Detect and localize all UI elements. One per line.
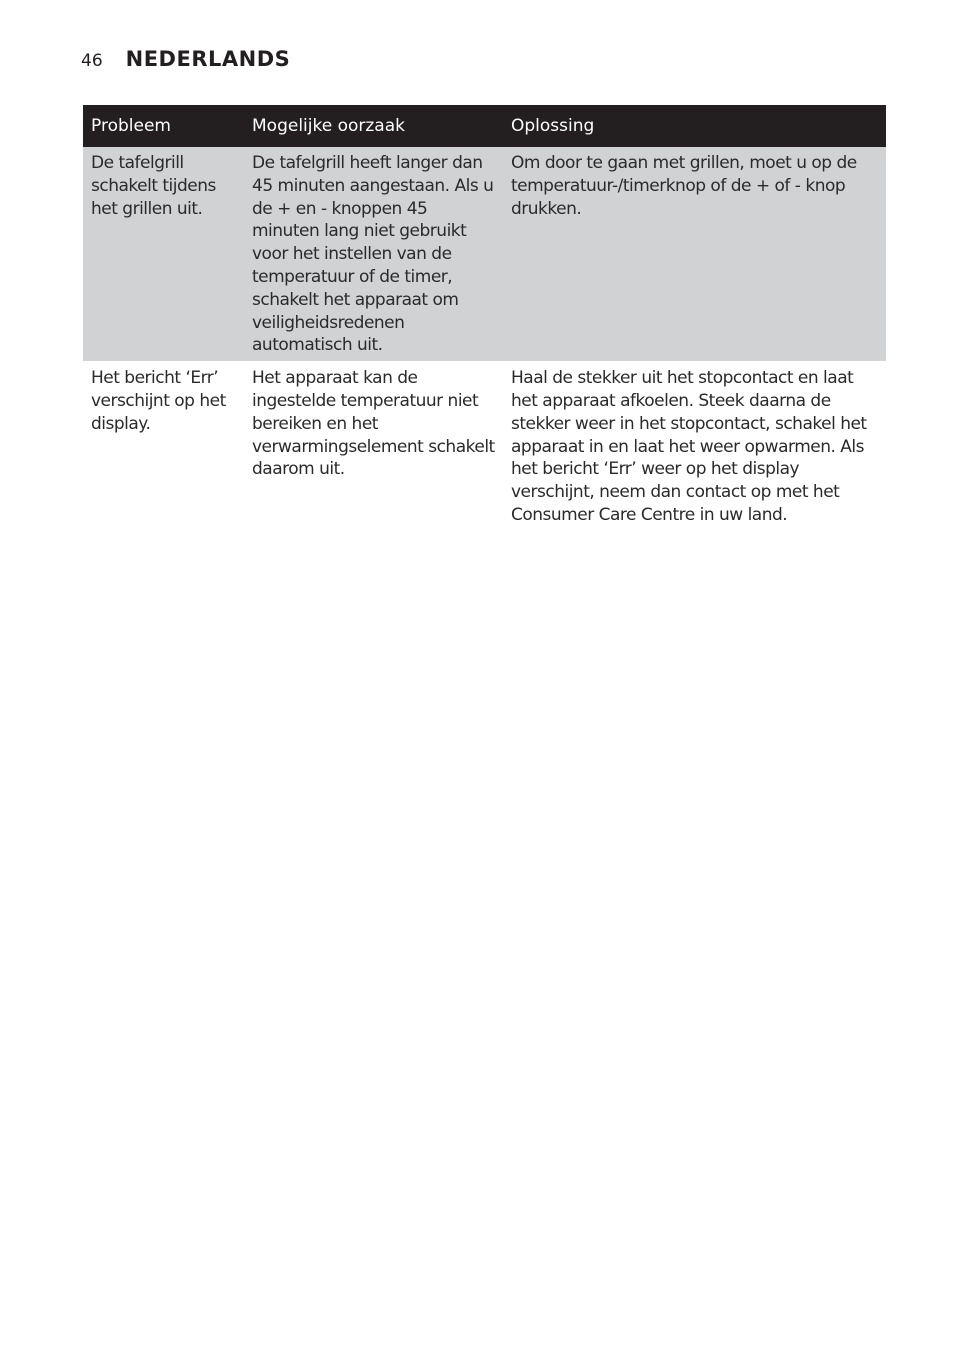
table-header-row [83, 105, 886, 147]
troubleshooting-table [83, 105, 886, 531]
page-number: 46 [81, 51, 103, 71]
table-row [83, 147, 886, 361]
problem-cell: Het bericht ‘Err’ verschijnt op het display. [83, 361, 244, 531]
table-row [83, 361, 886, 531]
solution-cell: Haal de stekker uit het stopcontact en laat het apparaat afkoelen. Steek daarna de stekker weer in het stopcontact, schakel het apparaat in en laat het weer opwarmen. Als het bericht ‘Err’ weer op het display verschijnt, neem dan contact op met het Consumer Care Centre in uw land. [503, 361, 886, 531]
solution-cell: Om door te gaan met grillen, moet u op de temperatuur-/timerknop of de + of - knop drukken. [503, 147, 886, 361]
page-header [81, 47, 290, 71]
problem-cell: De tafelgrill schakelt tijdens het grillen uit. [83, 147, 244, 361]
cause-cell: De tafelgrill heeft langer dan 45 minuten aangestaan. Als u de + en - knoppen 45 minuten lang niet gebruikt voor het instellen van de temperatuur of de timer, schakelt het apparaat om veiligheidsredenen automatisch uit. [244, 147, 503, 361]
column-header-cause: Mogelijke oorzaak [244, 105, 503, 147]
page-title: NEDERLANDS [125, 47, 291, 71]
cause-cell: Het apparaat kan de ingestelde temperatuur niet bereiken en het verwarmingselement schakelt daarom uit. [244, 361, 503, 531]
column-header-solution: Oplossing [503, 105, 886, 147]
column-header-problem: Probleem [83, 105, 244, 147]
